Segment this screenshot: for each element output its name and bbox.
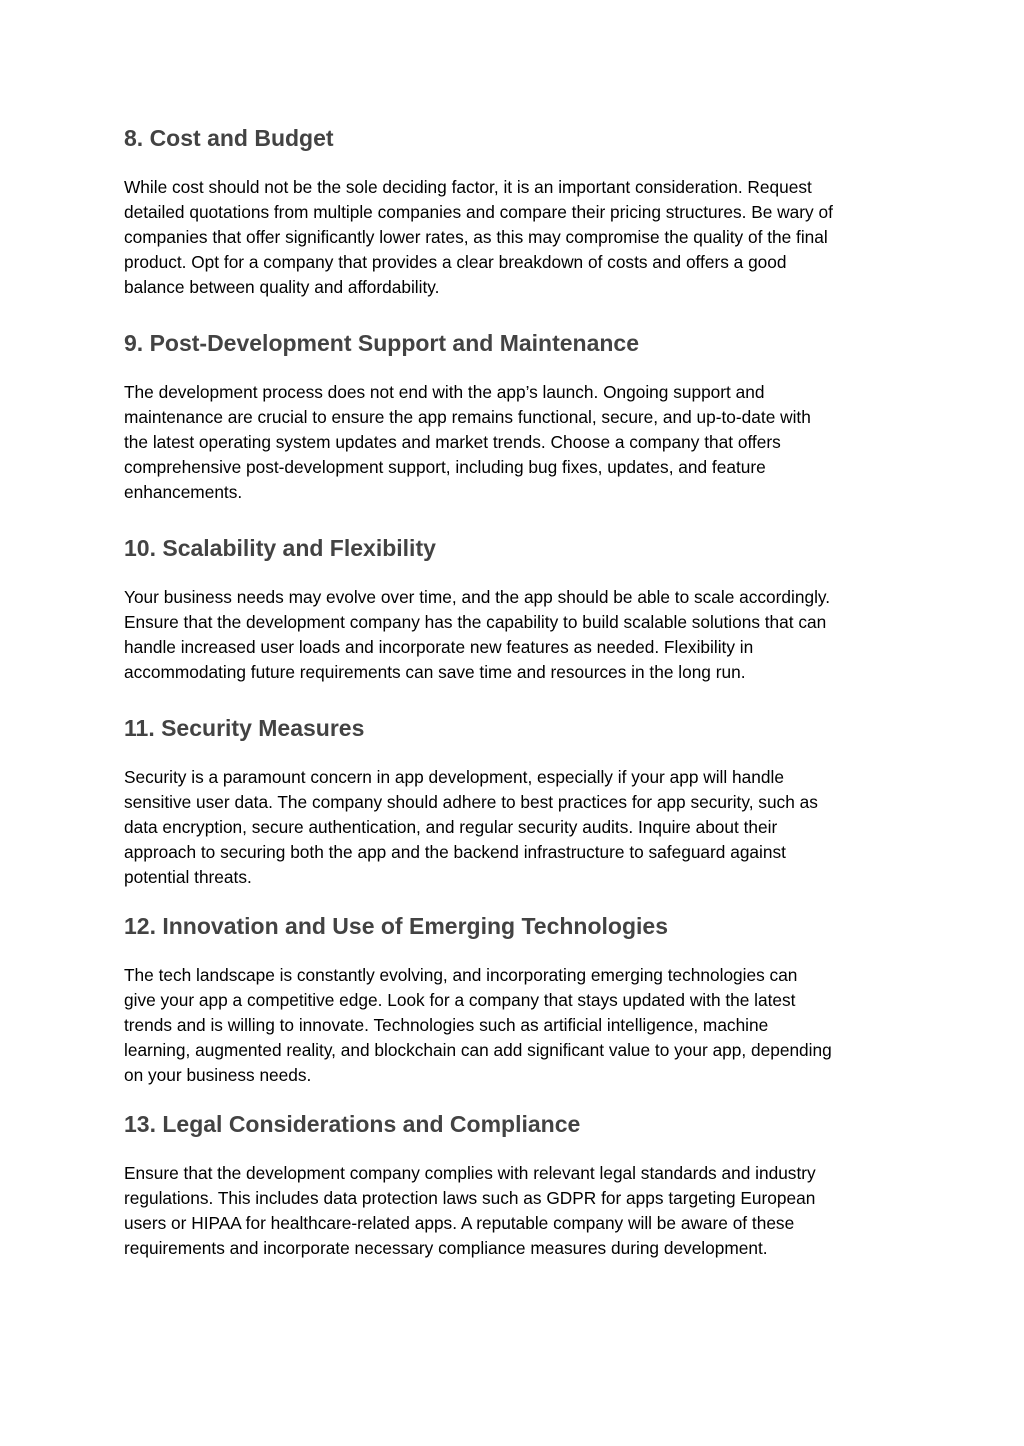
section-paragraph-security-measures [124, 765, 914, 890]
paragraph-line: Ensure that the development company complies with relevant legal standards and industry [124, 1163, 816, 1183]
section-heading-innovation-emerging-tech: 12. Innovation and Use of Emerging Technologies [124, 913, 668, 939]
paragraph-line: give your app a competitive edge. Look for a company that stays updated with the latest [124, 990, 796, 1010]
paragraph-line: handle increased user loads and incorporate new features as needed. Flexibility in [124, 637, 754, 657]
paragraph-line: learning, augmented reality, and blockchain can add significant value to your app, depending [124, 1040, 832, 1060]
section-paragraph-scalability-flexibility [124, 585, 914, 685]
paragraph-line: comprehensive post-development support, including bug fixes, updates, and feature [124, 457, 766, 477]
section-paragraph-innovation-emerging-tech [124, 963, 914, 1088]
paragraph-line: balance between quality and affordability. [124, 277, 440, 297]
section-heading-scalability-flexibility: 10. Scalability and Flexibility [124, 535, 436, 561]
paragraph-line: sensitive user data. The company should adhere to best practices for app security, such as [124, 792, 818, 812]
paragraph-line: enhancements. [124, 482, 243, 502]
paragraph-line: users or HIPAA for healthcare-related apps. A reputable company will be aware of these [124, 1213, 795, 1233]
paragraph-line: requirements and incorporate necessary compliance measures during development. [124, 1238, 768, 1258]
paragraph-line: While cost should not be the sole deciding factor, it is an important consideration. Request [124, 177, 812, 197]
paragraph-line: Ensure that the development company has the capability to build scalable solutions that can [124, 612, 827, 632]
paragraph-line: potential threats. [124, 867, 252, 887]
paragraph-line: maintenance are crucial to ensure the app remains functional, secure, and up-to-date with [124, 407, 811, 427]
section-heading-legal-compliance: 13. Legal Considerations and Compliance [124, 1111, 581, 1137]
paragraph-line: approach to securing both the app and the backend infrastructure to safeguard against [124, 842, 786, 862]
paragraph-line: the latest operating system updates and market trends. Choose a company that offers [124, 432, 781, 452]
paragraph-line: companies that offer significantly lower rates, as this may compromise the quality of the final [124, 227, 828, 247]
section-paragraph-post-development-support [124, 380, 914, 505]
paragraph-line: on your business needs. [124, 1065, 312, 1085]
paragraph-line: data encryption, secure authentication, and regular security audits. Inquire about their [124, 817, 778, 837]
paragraph-line: product. Opt for a company that provides a clear breakdown of costs and offers a good [124, 252, 787, 272]
paragraph-line: detailed quotations from multiple companies and compare their pricing structures. Be wary of [124, 202, 833, 222]
paragraph-line: trends and is willing to innovate. Technologies such as artificial intelligence, machine [124, 1015, 769, 1035]
section-paragraph-legal-compliance [124, 1161, 914, 1261]
paragraph-line: accommodating future requirements can save time and resources in the long run. [124, 662, 746, 682]
paragraph-line: The development process does not end with the app’s launch. Ongoing support and [124, 382, 765, 402]
paragraph-line: The tech landscape is constantly evolving, and incorporating emerging technologies can [124, 965, 798, 985]
section-heading-security-measures: 11. Security Measures [124, 715, 365, 741]
paragraph-line: regulations. This includes data protection laws such as GDPR for apps targeting European [124, 1188, 816, 1208]
paragraph-line: Security is a paramount concern in app development, especially if your app will handle [124, 767, 784, 787]
section-paragraph-cost-budget [124, 175, 914, 300]
section-heading-post-development-support: 9. Post-Development Support and Maintenance [124, 330, 640, 356]
paragraph-line: Your business needs may evolve over time, and the app should be able to scale accordingly. [124, 587, 831, 607]
section-heading-cost-budget: 8. Cost and Budget [124, 125, 334, 151]
